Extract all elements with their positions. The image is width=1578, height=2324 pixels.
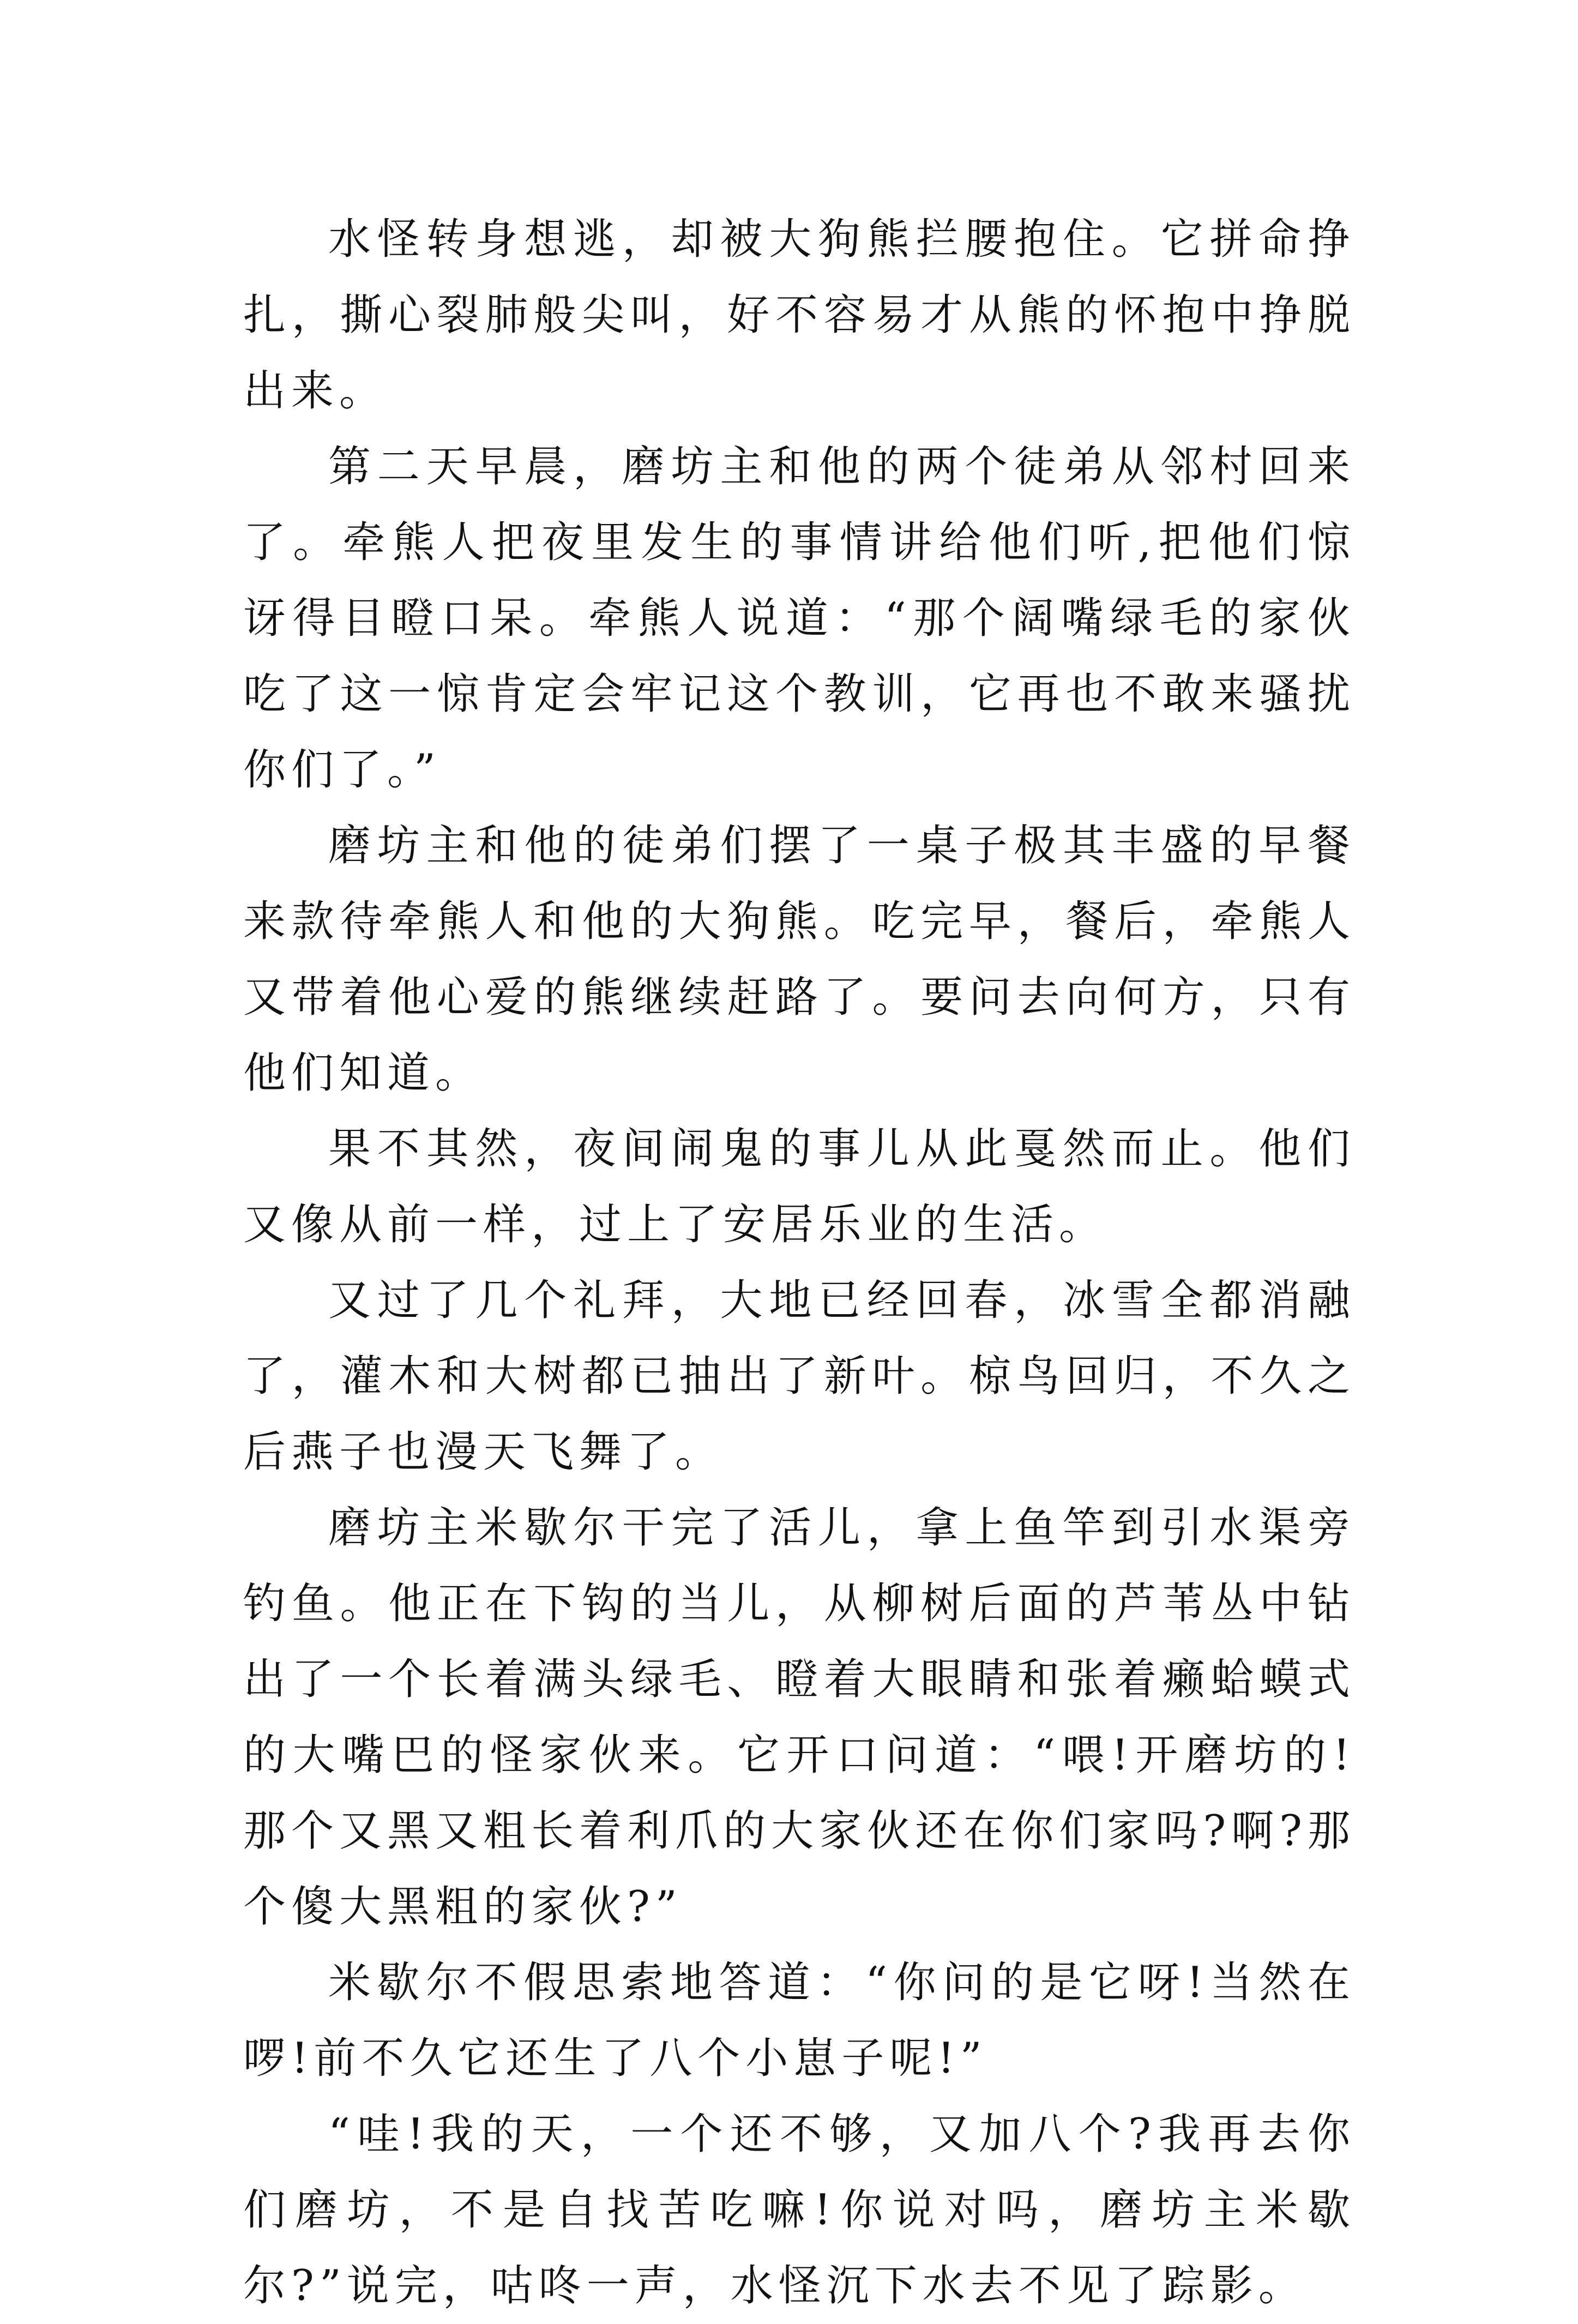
paragraph-3: 磨坊主和他的徒弟们摆了一桌子极其丰盛的早餐来款待牵熊人和他的大狗熊。吃完早，餐后，牵熊人又带着他心爱的熊继续赶路了。要问去向何方，只有他们知道。 <box>243 821 1356 1098</box>
paragraph-4: 果不其然，夜间闹鬼的事儿从此戛然而止。他们又像从前一样，过上了安居乐业的生活。 <box>243 1124 1356 1249</box>
paragraph-8: “哇!我的天，一个还不够，又加八个?我再去你们磨坊，不是自找苦吃嘛!你说对吗，磨坊主米歇尔?”说完，咕咚一声，水怪沉下水去不见了踪影。 <box>243 2110 1356 2310</box>
paragraph-2: 第二天早晨，磨坊主和他的两个徒弟从邻村回来了。牵熊人把夜里发生的事情讲给他们听,把他们惊讶得目瞪口呆。牵熊人说道：“那个阔嘴绿毛的家伙吃了这一惊肯定会牢记这个教训，它再也不敢来骚扰你们了。” <box>243 442 1356 794</box>
story-text <box>243 202 1356 2324</box>
paragraph-6: 磨坊主米歇尔干完了活儿，拿上鱼竿到引水渠旁钓鱼。他正在下钩的当儿，从柳树后面的芦苇丛中钻出了一个长着满头绿毛、瞪着大眼睛和张着癞蛤蟆式的大嘴巴的怪家伙来。它开口问道：“喂!开磨坊的!那个又黑又粗长着利爪的大家伙还在你们家吗?啊?那个傻大黑粗的家伙?” <box>243 1503 1356 1931</box>
paragraph-5: 又过了几个礼拜，大地已经回春，冰雪全都消融了，灌木和大树都已抽出了新叶。椋鸟回归，不久之后燕子也漫天飞舞了。 <box>243 1276 1356 1477</box>
paragraph-1: 水怪转身想逃，却被大狗熊拦腰抱住。它拼命挣扎，撕心裂肺般尖叫，好不容易才从熊的怀抱中挣脱出来。 <box>243 215 1356 416</box>
paragraph-7: 米歇尔不假思索地答道：“你问的是它呀!当然在啰!前不久它还生了八个小崽子呢!” <box>243 1958 1356 2083</box>
